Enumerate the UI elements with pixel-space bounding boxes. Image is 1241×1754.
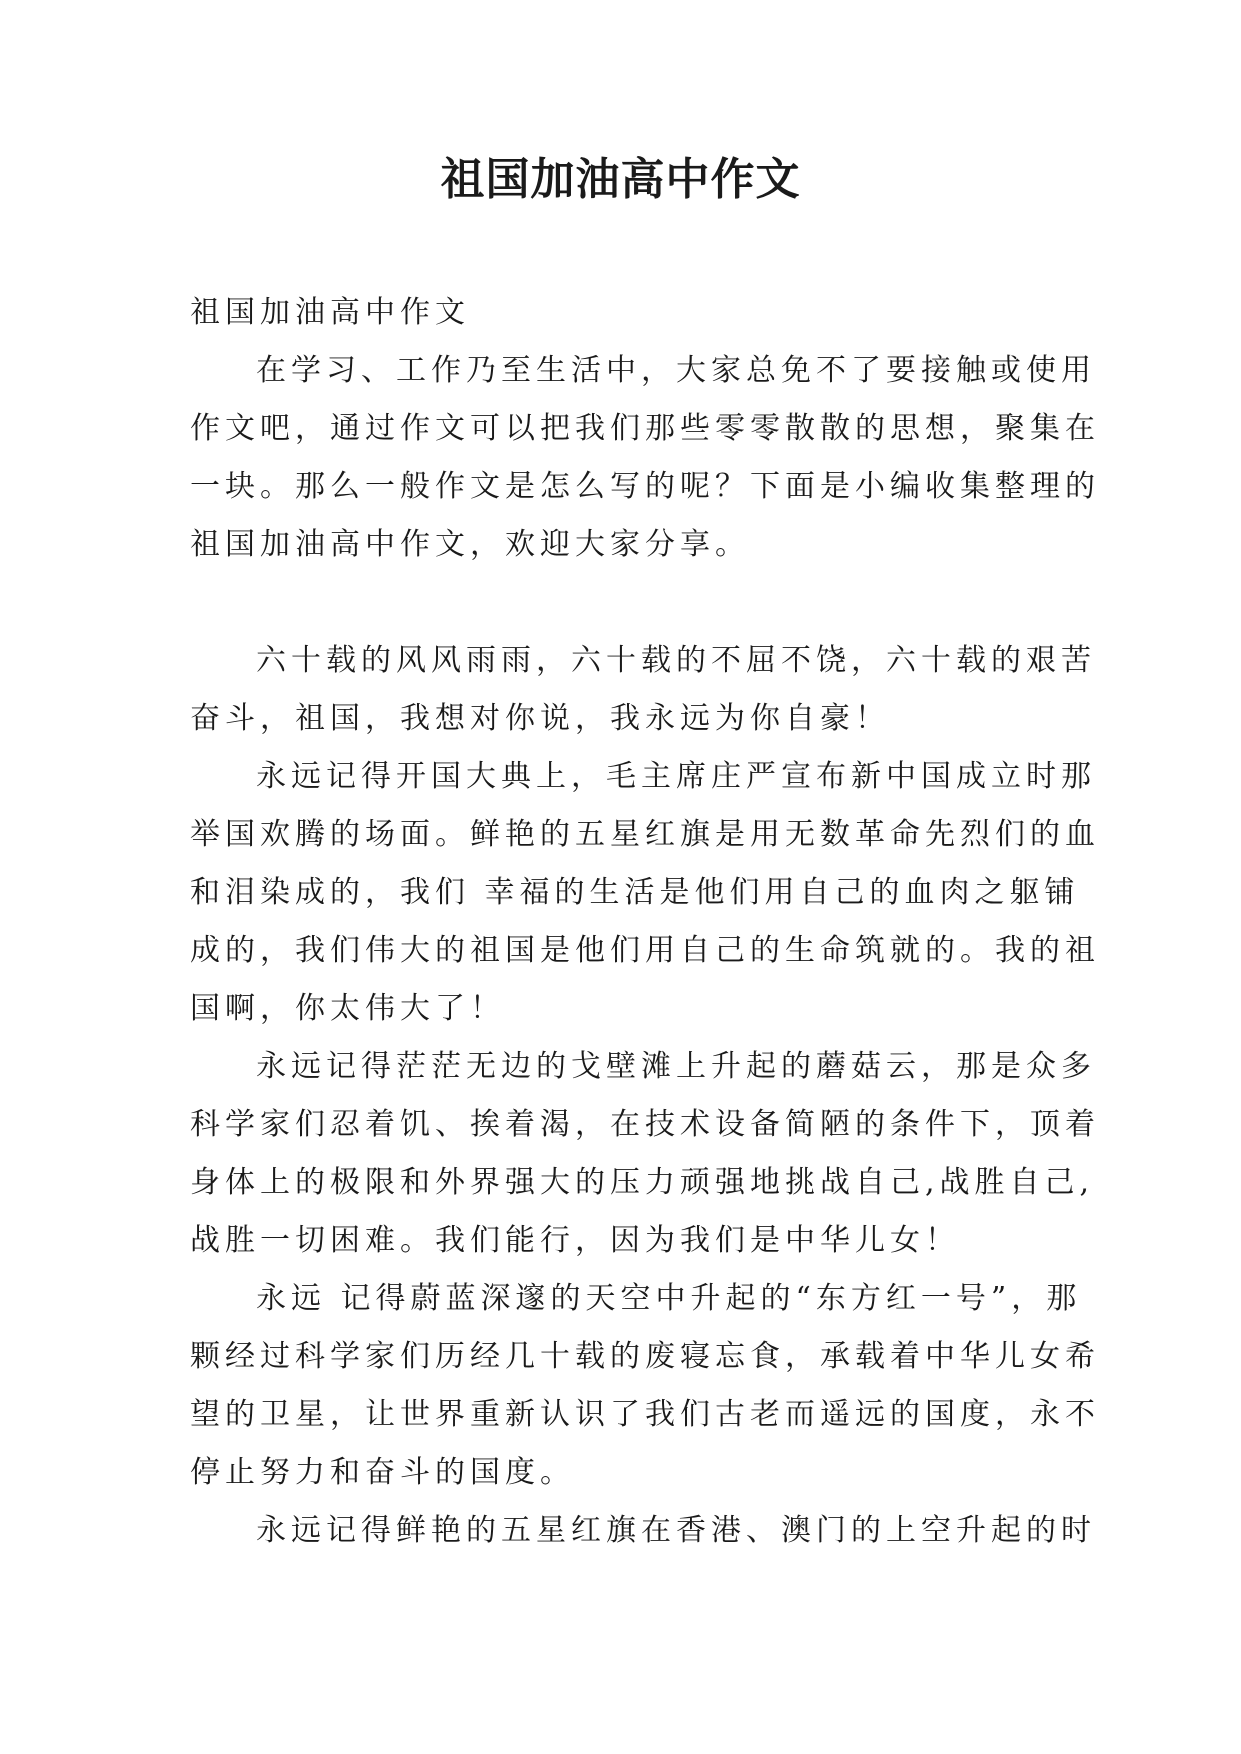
document-title: 祖国加油高中作文 [440,154,801,205]
document-subtitle: 祖国加油高中作文 [190,295,470,330]
paragraph-line: 永远记得开国大典上，毛主席庄严宣布新中国成立时那 [256,759,1096,794]
intro-line: 一块。那么一般作文是怎么写的呢？下面是小编收集整理的 [190,469,1100,504]
intro-line: 祖国加油高中作文，欢迎大家分享。 [190,527,750,562]
paragraph-line: 战胜一切困难。我们能行，因为我们是中华儿女！ [190,1223,960,1258]
paragraph-line: 和泪染成的，我们 幸福的生活是他们用自己的血肉之躯铺 [190,875,1080,910]
paragraph-line: 停止努力和奋斗的国度。 [190,1455,575,1490]
document-body [190,284,1100,1560]
paragraph-spacer [190,574,1055,632]
intro-line: 在学习、工作乃至生活中，大家总免不了要接触或使用 [256,353,1096,388]
paragraph-line: 颗经过科学家们历经几十载的废寝忘食，承载着中华儿女希 [190,1339,1100,1374]
paragraph-line: 举国欢腾的场面。鲜艳的五星红旗是用无数革命先烈们的血 [190,817,1100,852]
paragraph-line: 永远记得茫茫无边的戈壁滩上升起的蘑菇云，那是众多 [256,1049,1096,1084]
paragraph-line: 国啊，你太伟大了！ [190,991,505,1026]
intro-line: 作文吧，通过作文可以把我们那些零零散散的思想，聚集在 [190,411,1100,446]
paragraph-line: 六十载的风风雨雨，六十载的不屈不饶，六十载的艰苦 [256,643,1096,678]
paragraph-line: 成的，我们伟大的祖国是他们用自己的生命筑就的。我的祖 [190,933,1100,968]
paragraph-line: 永远记得鲜艳的五星红旗在香港、澳门的上空升起的时 [256,1513,1096,1548]
paragraph-line: 望的卫星，让世界重新认识了我们古老而遥远的国度，永不 [190,1397,1100,1432]
paragraph-line: 奋斗，祖国，我想对你说，我永远为你自豪！ [190,701,890,736]
paragraph-line: 永远 记得蔚蓝深邃的天空中升起的“东方红一号”，那 [256,1281,1082,1316]
paragraph-line: 科学家们忍着饥、挨着渴，在技术设备简陋的条件下，顶着 [190,1107,1100,1142]
paragraph-line: 身体上的极限和外界强大的压力顽强地挑战自己,战胜自己, [190,1165,1095,1200]
